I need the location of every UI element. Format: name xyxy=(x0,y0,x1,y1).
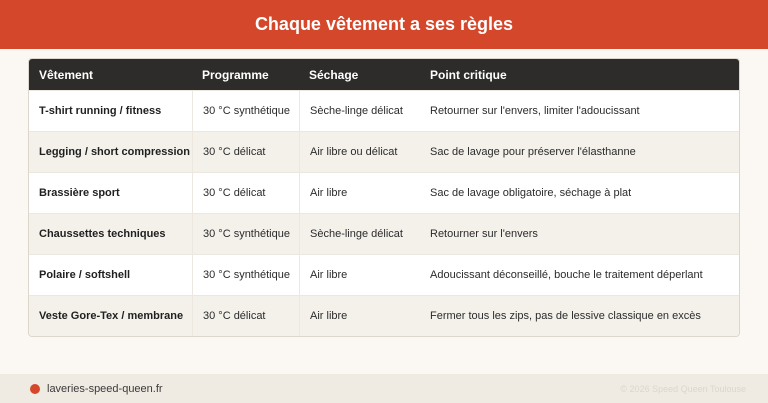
program-cell: 30 °C délicat xyxy=(192,296,299,336)
critical-cell: Sac de lavage pour préserver l'élasthanne xyxy=(430,146,636,158)
column-header-program: Programme xyxy=(202,67,269,82)
program-cell: 30 °C synthétique xyxy=(192,255,299,295)
table-row xyxy=(29,90,739,131)
critical-cell: Retourner sur l'envers, limiter l'adoucissant xyxy=(430,105,640,117)
critical-cell: Retourner sur l'envers xyxy=(430,228,538,240)
drying-cell: Air libre ou délicat xyxy=(299,132,420,172)
column-header-garment: Vêtement xyxy=(39,67,94,82)
table-header-row xyxy=(29,59,739,90)
critical-cell: Fermer tous les zips, pas de lessive classique en excès xyxy=(430,310,701,322)
garment-cell: Veste Gore-Tex / membrane xyxy=(39,310,184,322)
program-cell: 30 °C délicat xyxy=(192,173,299,213)
table-row xyxy=(29,254,739,295)
brand-dot-icon xyxy=(30,384,40,394)
drying-cell: Sèche-linge délicat xyxy=(299,214,420,254)
critical-cell: Adoucissant déconseillé, bouche le traitement déperlant xyxy=(430,269,703,281)
page-title: Chaque vêtement a ses règles xyxy=(254,14,514,34)
program-cell: 30 °C délicat xyxy=(192,132,299,172)
program-cell: 30 °C synthétique xyxy=(192,214,299,254)
site-link[interactable]: laveries-speed-queen.fr xyxy=(47,382,163,395)
garment-cell: T-shirt running / fitness xyxy=(39,105,162,117)
title-banner xyxy=(0,0,768,49)
drying-cell: Air libre xyxy=(299,173,420,213)
program-cell: 30 °C synthétique xyxy=(192,91,299,131)
footer-brand xyxy=(30,383,163,395)
garment-cell: Legging / short compression xyxy=(39,146,190,158)
garment-cell: Polaire / softshell xyxy=(39,269,131,281)
copyright-text: © 2026 Speed Queen Toulouse xyxy=(620,383,746,394)
care-table xyxy=(28,58,740,337)
column-header-critical: Point critique xyxy=(430,67,507,82)
table-row xyxy=(29,172,739,213)
garment-cell: Chaussettes techniques xyxy=(39,228,166,240)
table-row xyxy=(29,131,739,172)
drying-cell: Sèche-linge délicat xyxy=(299,91,420,131)
table-row xyxy=(29,213,739,254)
table-row xyxy=(29,295,739,336)
garment-cell: Brassière sport xyxy=(39,187,120,199)
column-header-drying: Séchage xyxy=(309,67,359,82)
drying-cell: Air libre xyxy=(299,255,420,295)
footer xyxy=(0,374,768,403)
drying-cell: Air libre xyxy=(299,296,420,336)
critical-cell: Sac de lavage obligatoire, séchage à plat xyxy=(430,187,632,199)
